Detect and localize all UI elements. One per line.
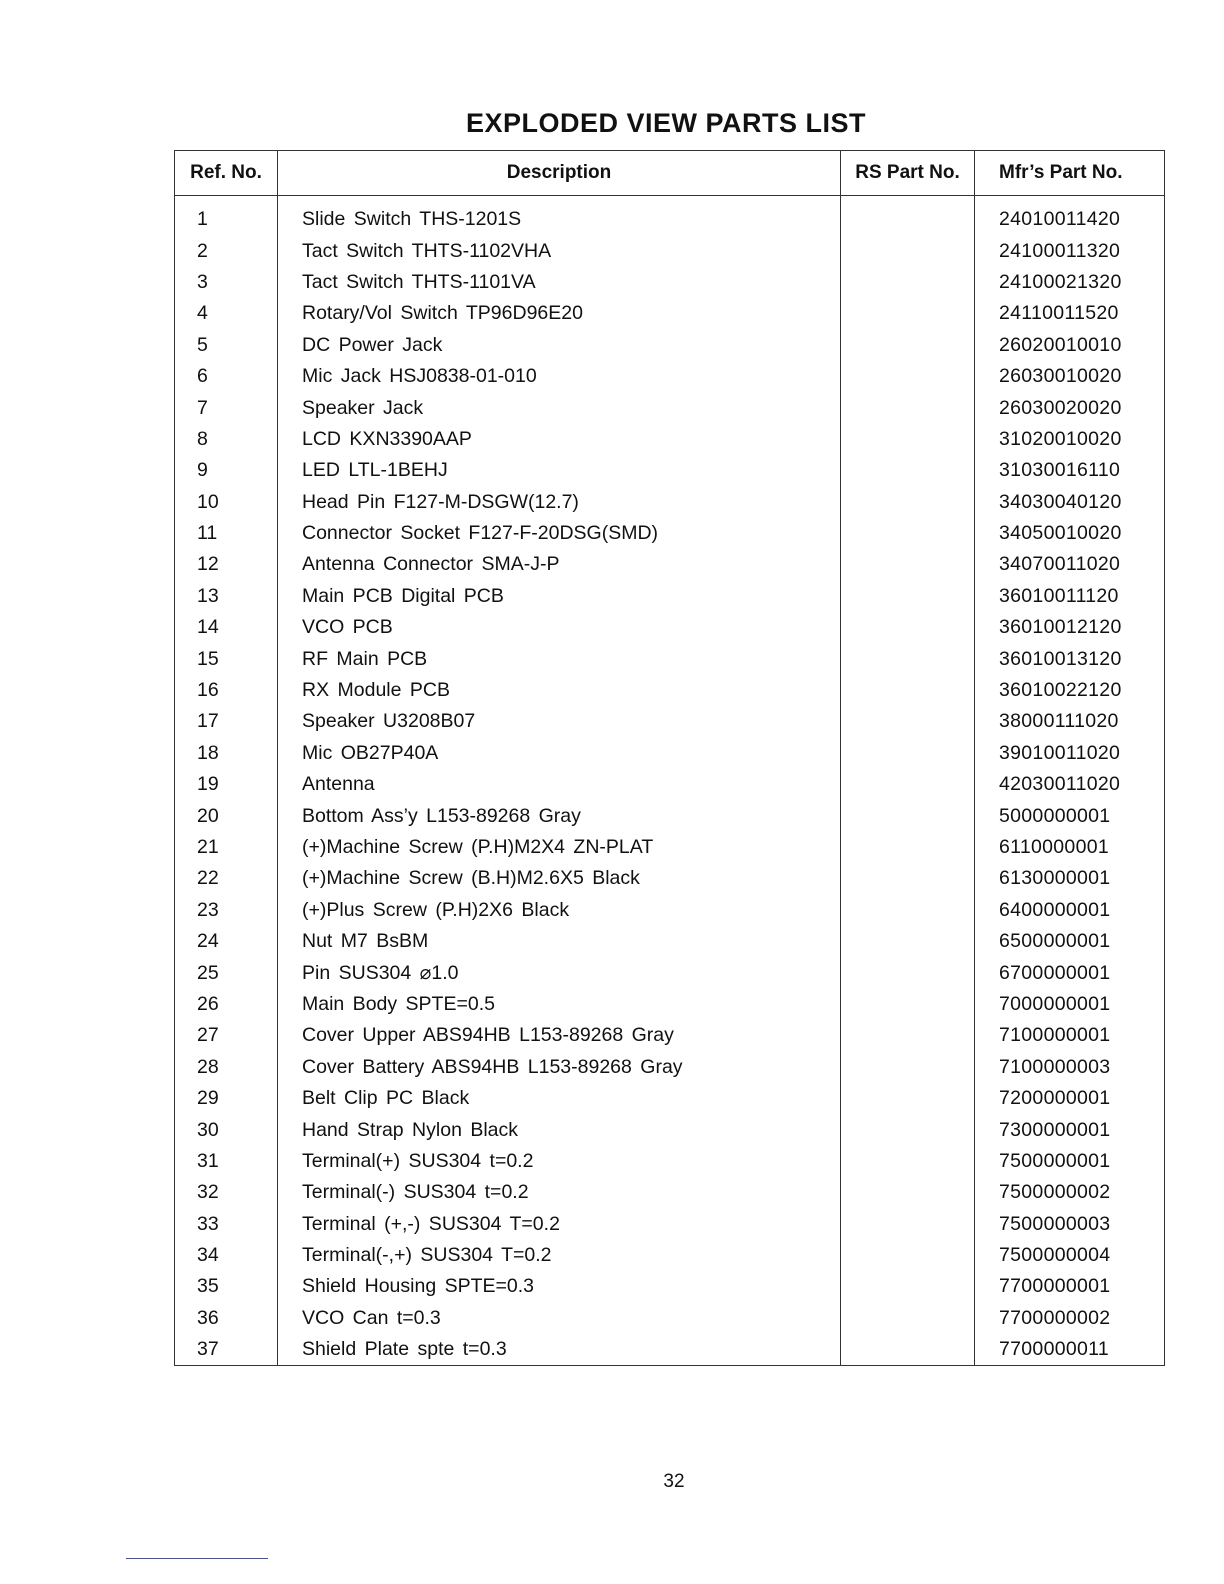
rs-part-no-cell (841, 518, 975, 549)
ref-no-cell: 6 (175, 361, 278, 392)
ref-no-cell: 12 (175, 549, 278, 580)
ref-no-cell: 23 (175, 895, 278, 926)
table-row (175, 549, 1165, 580)
table-row (175, 738, 1165, 769)
description-cell: Terminal(-,+) SUS304 T=0.2 (278, 1240, 841, 1271)
description-cell: Tact Switch THTS-1102VHA (278, 235, 841, 266)
mfr-part-no-cell: 6700000001 (975, 957, 1165, 988)
table-row (175, 298, 1165, 329)
rs-part-no-cell (841, 1209, 975, 1240)
ref-no-cell: 31 (175, 1146, 278, 1177)
ref-no-cell: 5 (175, 330, 278, 361)
table-row (175, 1209, 1165, 1240)
description-cell: Mic Jack HSJ0838-01-010 (278, 361, 841, 392)
table-row (175, 1177, 1165, 1208)
mfr-part-no-cell: 6130000001 (975, 863, 1165, 894)
table-row (175, 361, 1165, 392)
mfr-part-no-cell: 31020010020 (975, 424, 1165, 455)
header-rs-part-no: RS Part No. (841, 151, 975, 196)
rs-part-no-cell (841, 1177, 975, 1208)
rs-part-no-cell (841, 487, 975, 518)
mfr-part-no-cell: 39010011020 (975, 738, 1165, 769)
ref-no-cell: 4 (175, 298, 278, 329)
description-cell: LCD KXN3390AAP (278, 424, 841, 455)
table-row (175, 1114, 1165, 1145)
table-row (175, 487, 1165, 518)
table-row (175, 643, 1165, 674)
ref-no-cell: 14 (175, 612, 278, 643)
table-row (175, 612, 1165, 643)
description-cell: Antenna (278, 769, 841, 800)
mfr-part-no-cell: 6500000001 (975, 926, 1165, 957)
ref-no-cell: 34 (175, 1240, 278, 1271)
ref-no-cell: 18 (175, 738, 278, 769)
description-cell: Antenna Connector SMA-J-P (278, 549, 841, 580)
rs-part-no-cell (841, 863, 975, 894)
mfr-part-no-cell: 24110011520 (975, 298, 1165, 329)
table-row (175, 1240, 1165, 1271)
ref-no-cell: 21 (175, 832, 278, 863)
description-cell: Speaker Jack (278, 392, 841, 423)
mfr-part-no-cell: 36010013120 (975, 643, 1165, 674)
mfr-part-no-cell: 7700000002 (975, 1303, 1165, 1334)
rs-part-no-cell (841, 196, 975, 236)
ref-no-cell: 29 (175, 1083, 278, 1114)
rs-part-no-cell (841, 392, 975, 423)
table-row (175, 895, 1165, 926)
ref-no-cell: 7 (175, 392, 278, 423)
table-row (175, 581, 1165, 612)
ref-no-cell: 32 (175, 1177, 278, 1208)
table-row (175, 989, 1165, 1020)
header-ref-no: Ref. No. (175, 151, 278, 196)
mfr-part-no-cell: 7500000003 (975, 1209, 1165, 1240)
rs-part-no-cell (841, 455, 975, 486)
ref-no-cell: 16 (175, 675, 278, 706)
table-row (175, 706, 1165, 737)
rs-part-no-cell (841, 769, 975, 800)
rs-part-no-cell (841, 738, 975, 769)
description-cell: Slide Switch THS-1201S (278, 196, 841, 236)
description-cell: Pin SUS304 ⌀1.0 (278, 957, 841, 988)
table-row (175, 235, 1165, 266)
mfr-part-no-cell: 36010011120 (975, 581, 1165, 612)
parts-table (174, 150, 1165, 1366)
mfr-part-no-cell: 24100021320 (975, 267, 1165, 298)
mfr-part-no-cell: 34030040120 (975, 487, 1165, 518)
description-cell: (+)Plus Screw (P.H)2X6 Black (278, 895, 841, 926)
description-cell: Terminal(+) SUS304 t=0.2 (278, 1146, 841, 1177)
ref-no-cell: 8 (175, 424, 278, 455)
table-row (175, 957, 1165, 988)
table-row (175, 196, 1165, 236)
description-cell: Belt Clip PC Black (278, 1083, 841, 1114)
description-cell: Mic OB27P40A (278, 738, 841, 769)
rs-part-no-cell (841, 298, 975, 329)
rs-part-no-cell (841, 832, 975, 863)
rs-part-no-cell (841, 612, 975, 643)
table-row (175, 1271, 1165, 1302)
description-cell: DC Power Jack (278, 330, 841, 361)
rs-part-no-cell (841, 1020, 975, 1051)
ref-no-cell: 36 (175, 1303, 278, 1334)
description-cell: Shield Housing SPTE=0.3 (278, 1271, 841, 1302)
mfr-part-no-cell: 7100000001 (975, 1020, 1165, 1051)
table-header-row (175, 151, 1165, 196)
description-cell: Tact Switch THTS-1101VA (278, 267, 841, 298)
mfr-part-no-cell: 38000111020 (975, 706, 1165, 737)
rs-part-no-cell (841, 1240, 975, 1271)
mfr-part-no-cell: 5000000001 (975, 800, 1165, 831)
ref-no-cell: 11 (175, 518, 278, 549)
rs-part-no-cell (841, 1114, 975, 1145)
table-row (175, 926, 1165, 957)
description-cell: Cover Upper ABS94HB L153-89268 Gray (278, 1020, 841, 1051)
table-row (175, 1052, 1165, 1083)
table-row (175, 863, 1165, 894)
ref-no-cell: 28 (175, 1052, 278, 1083)
rs-part-no-cell (841, 895, 975, 926)
mfr-part-no-cell: 31030016110 (975, 455, 1165, 486)
page-number: 32 (663, 1471, 685, 1492)
table-row (175, 1020, 1165, 1051)
ref-no-cell: 30 (175, 1114, 278, 1145)
table-row (175, 1146, 1165, 1177)
rs-part-no-cell (841, 1303, 975, 1334)
ref-no-cell: 15 (175, 643, 278, 674)
table-row (175, 800, 1165, 831)
table-row (175, 424, 1165, 455)
table-row (175, 518, 1165, 549)
description-cell: Main Body SPTE=0.5 (278, 989, 841, 1020)
page-title: EXPLODED VIEW PARTS LIST (465, 108, 867, 138)
header-description: Description (278, 151, 841, 196)
rs-part-no-cell (841, 1146, 975, 1177)
description-cell: Main PCB Digital PCB (278, 581, 841, 612)
description-cell: Nut M7 BsBM (278, 926, 841, 957)
ref-no-cell: 19 (175, 769, 278, 800)
description-cell: Speaker U3208B07 (278, 706, 841, 737)
mfr-part-no-cell: 7500000001 (975, 1146, 1165, 1177)
description-cell: Rotary/Vol Switch TP96D96E20 (278, 298, 841, 329)
description-cell: Connector Socket F127-F-20DSG(SMD) (278, 518, 841, 549)
mfr-part-no-cell: 7700000001 (975, 1271, 1165, 1302)
description-cell: (+)Machine Screw (B.H)M2.6X5 Black (278, 863, 841, 894)
rs-part-no-cell (841, 424, 975, 455)
rs-part-no-cell (841, 800, 975, 831)
mfr-part-no-cell: 7300000001 (975, 1114, 1165, 1145)
ref-no-cell: 3 (175, 267, 278, 298)
rs-part-no-cell (841, 1083, 975, 1114)
ref-no-cell: 25 (175, 957, 278, 988)
mfr-part-no-cell: 36010022120 (975, 675, 1165, 706)
mfr-part-no-cell: 7500000002 (975, 1177, 1165, 1208)
rs-part-no-cell (841, 989, 975, 1020)
description-cell: RF Main PCB (278, 643, 841, 674)
mfr-part-no-cell: 26030020020 (975, 392, 1165, 423)
description-cell: Head Pin F127-M-DSGW(12.7) (278, 487, 841, 518)
mfr-part-no-cell: 34050010020 (975, 518, 1165, 549)
description-cell: RX Module PCB (278, 675, 841, 706)
rs-part-no-cell (841, 549, 975, 580)
rs-part-no-cell (841, 1334, 975, 1366)
rs-part-no-cell (841, 235, 975, 266)
description-cell: Hand Strap Nylon Black (278, 1114, 841, 1145)
rs-part-no-cell (841, 330, 975, 361)
rs-part-no-cell (841, 361, 975, 392)
ref-no-cell: 1 (175, 196, 278, 236)
mfr-part-no-cell: 6110000001 (975, 832, 1165, 863)
mfr-part-no-cell: 24100011320 (975, 235, 1165, 266)
mfr-part-no-cell: 7700000011 (975, 1334, 1165, 1366)
rs-part-no-cell (841, 1271, 975, 1302)
ref-no-cell: 22 (175, 863, 278, 894)
table-row (175, 267, 1165, 298)
table-row (175, 675, 1165, 706)
table-row (175, 1083, 1165, 1114)
ref-no-cell: 24 (175, 926, 278, 957)
footer-rule (126, 1558, 268, 1559)
ref-no-cell: 27 (175, 1020, 278, 1051)
description-cell: (+)Machine Screw (P.H)M2X4 ZN-PLAT (278, 832, 841, 863)
description-cell: LED LTL-1BEHJ (278, 455, 841, 486)
mfr-part-no-cell: 36010012120 (975, 612, 1165, 643)
rs-part-no-cell (841, 957, 975, 988)
ref-no-cell: 37 (175, 1334, 278, 1366)
ref-no-cell: 26 (175, 989, 278, 1020)
description-cell: Bottom Ass’y L153-89268 Gray (278, 800, 841, 831)
ref-no-cell: 10 (175, 487, 278, 518)
parts-table-body (175, 196, 1165, 1366)
description-cell: Terminal (+,-) SUS304 T=0.2 (278, 1209, 841, 1240)
mfr-part-no-cell: 26020010010 (975, 330, 1165, 361)
ref-no-cell: 2 (175, 235, 278, 266)
table-row (175, 1303, 1165, 1334)
rs-part-no-cell (841, 675, 975, 706)
ref-no-cell: 20 (175, 800, 278, 831)
ref-no-cell: 9 (175, 455, 278, 486)
table-row (175, 769, 1165, 800)
mfr-part-no-cell: 6400000001 (975, 895, 1165, 926)
rs-part-no-cell (841, 581, 975, 612)
mfr-part-no-cell: 7200000001 (975, 1083, 1165, 1114)
mfr-part-no-cell: 7100000003 (975, 1052, 1165, 1083)
table-row (175, 392, 1165, 423)
mfr-part-no-cell: 7000000001 (975, 989, 1165, 1020)
ref-no-cell: 35 (175, 1271, 278, 1302)
mfr-part-no-cell: 24010011420 (975, 196, 1165, 236)
mfr-part-no-cell: 7500000004 (975, 1240, 1165, 1271)
table-row (175, 832, 1165, 863)
header-mfr-part-no: Mfr’s Part No. (975, 151, 1165, 196)
description-cell: VCO PCB (278, 612, 841, 643)
description-cell: VCO Can t=0.3 (278, 1303, 841, 1334)
ref-no-cell: 33 (175, 1209, 278, 1240)
ref-no-cell: 17 (175, 706, 278, 737)
description-cell: Shield Plate spte t=0.3 (278, 1334, 841, 1366)
description-cell: Terminal(-) SUS304 t=0.2 (278, 1177, 841, 1208)
mfr-part-no-cell: 26030010020 (975, 361, 1165, 392)
rs-part-no-cell (841, 1052, 975, 1083)
description-cell: Cover Battery ABS94HB L153-89268 Gray (278, 1052, 841, 1083)
mfr-part-no-cell: 34070011020 (975, 549, 1165, 580)
mfr-part-no-cell: 42030011020 (975, 769, 1165, 800)
ref-no-cell: 13 (175, 581, 278, 612)
rs-part-no-cell (841, 926, 975, 957)
table-row (175, 1334, 1165, 1366)
rs-part-no-cell (841, 706, 975, 737)
table-row (175, 455, 1165, 486)
rs-part-no-cell (841, 643, 975, 674)
rs-part-no-cell (841, 267, 975, 298)
table-row (175, 330, 1165, 361)
